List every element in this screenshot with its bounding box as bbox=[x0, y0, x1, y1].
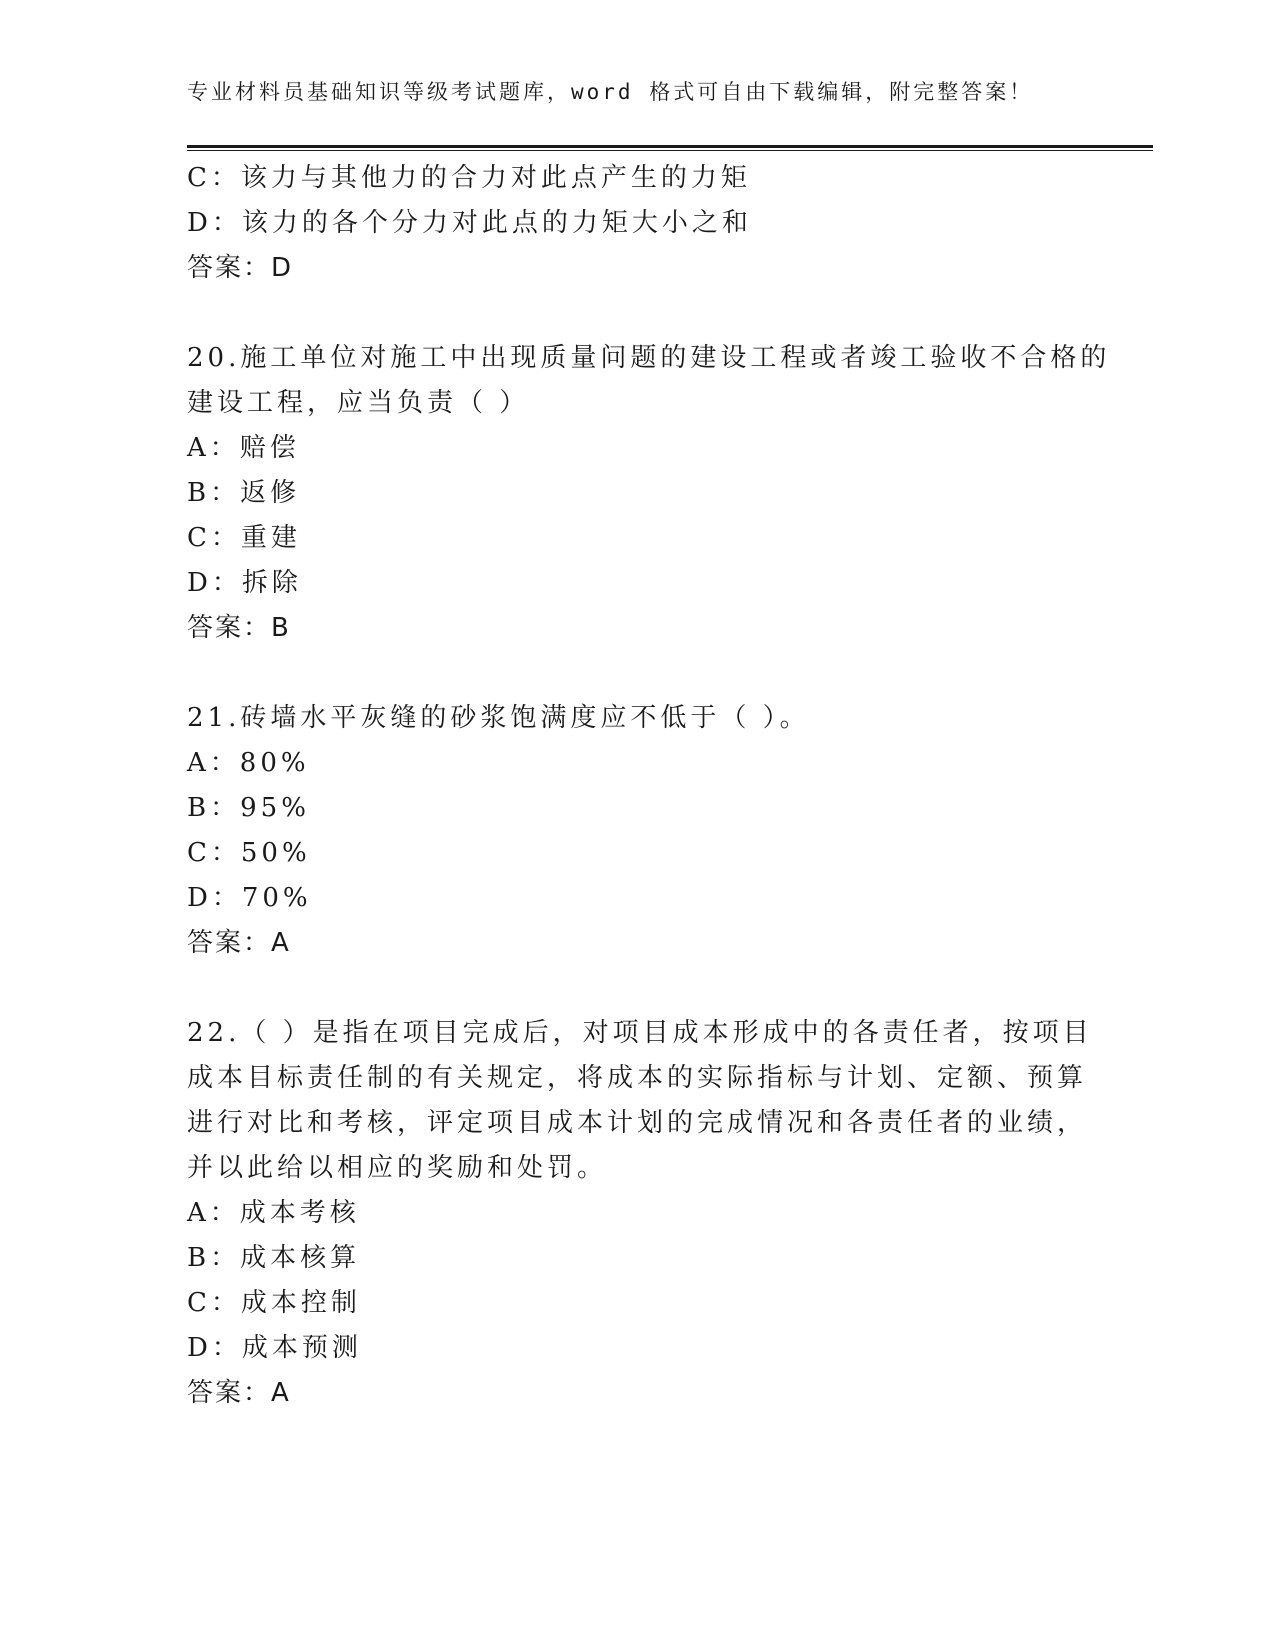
question-stem: 建设工程，应当负责（ ） bbox=[187, 388, 530, 418]
option-c: C：成本控制 bbox=[187, 1288, 361, 1318]
question-stem: 进行对比和考核，评定项目成本计划的完成情况和各责任者的业绩， bbox=[187, 1108, 1088, 1138]
question-stem: 21.砖墙水平灰缝的砂浆饱满度应不低于（ ）。 bbox=[187, 703, 810, 733]
option-b: B：95% bbox=[187, 793, 310, 823]
option-d: D：拆除 bbox=[187, 568, 302, 598]
question-stem: 20.施工单位对施工中出现质量问题的建设工程或者竣工验收不合格的 bbox=[187, 343, 1111, 373]
option-a: A：成本考核 bbox=[187, 1198, 360, 1228]
answer: 答案：A bbox=[187, 1378, 291, 1408]
option-b: B：返修 bbox=[187, 478, 301, 508]
question-stem: 并以此给以相应的奖励和处罚。 bbox=[187, 1153, 608, 1183]
question-stem: 成本目标责任制的有关规定，将成本的实际指标与计划、定额、预算 bbox=[187, 1063, 1088, 1093]
option-d: D：70% bbox=[187, 883, 312, 913]
option-a: A：80% bbox=[187, 748, 310, 778]
option-c: C：50% bbox=[187, 838, 311, 868]
header-rule-thin bbox=[187, 150, 1153, 151]
option-d: D：成本预测 bbox=[187, 1333, 362, 1363]
page-header: 专业材料员基础知识等级考试题库，word 格式可自由下载编辑，附完整答案！ bbox=[187, 80, 1034, 104]
option-b: B：成本核算 bbox=[187, 1243, 361, 1273]
answer: 答案：B bbox=[187, 613, 291, 643]
answer: 答案：D bbox=[187, 253, 294, 283]
option-c: C：重建 bbox=[187, 523, 301, 553]
header-rule-thick bbox=[187, 145, 1153, 148]
answer: 答案：A bbox=[187, 928, 291, 958]
option-c: C：该力与其他力的合力对此点产生的力矩 bbox=[187, 163, 751, 193]
question-stem: 22.（ ）是指在项目完成后，对项目成本形成中的各责任者，按项目 bbox=[187, 1018, 1093, 1048]
option-a: A：赔偿 bbox=[187, 433, 300, 463]
option-d: D：该力的各个分力对此点的力矩大小之和 bbox=[187, 208, 752, 238]
